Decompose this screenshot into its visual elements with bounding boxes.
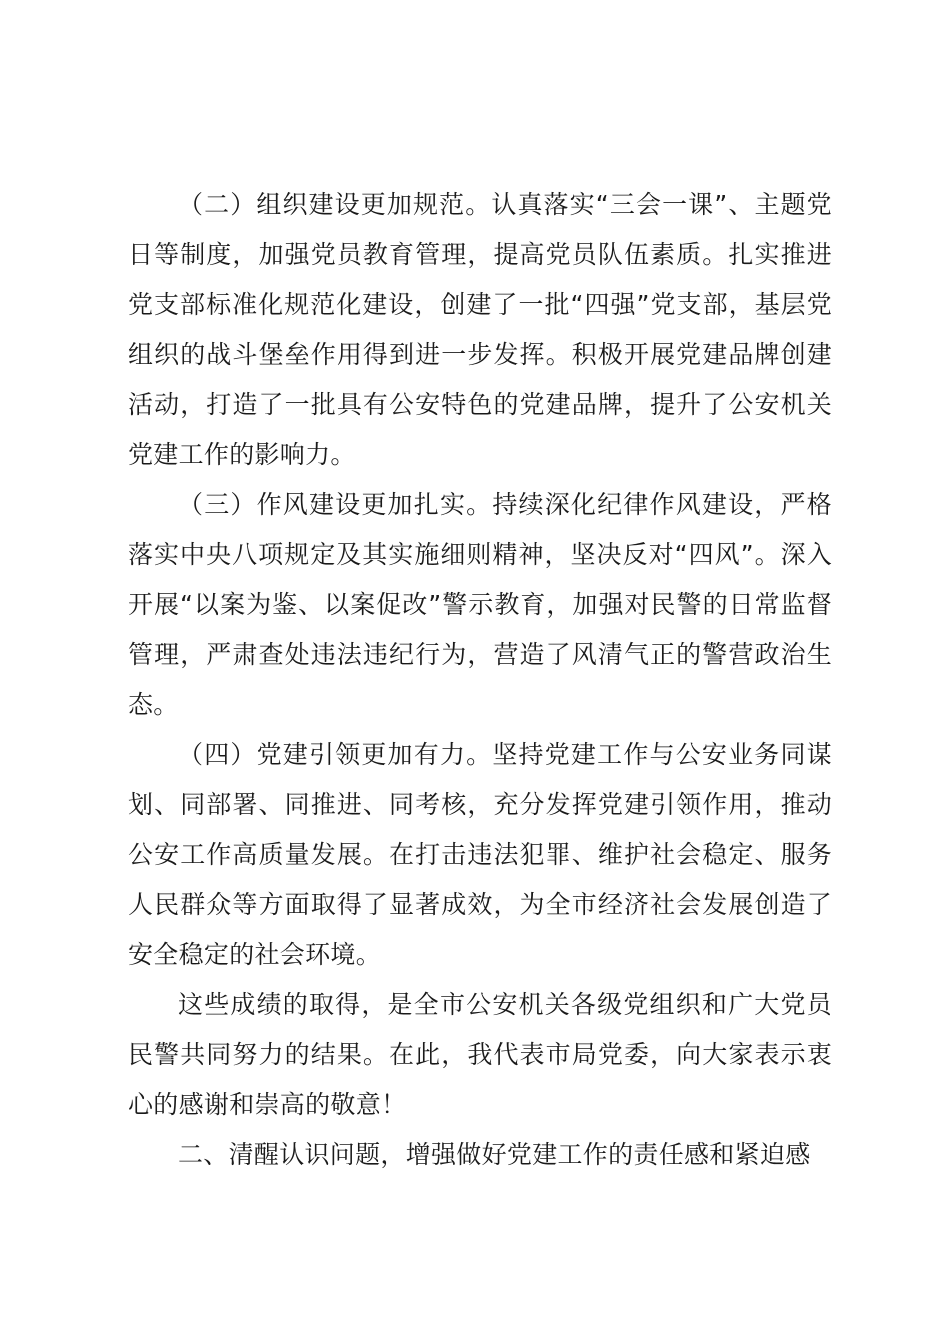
paragraph-work-style: （三）作风建设更加扎实。持续深化纪律作风建设，严格落实中央八项规定及其实施细则精神，坚决反对“四风”。深入开展“以案为鉴、以案促改”警示教育，加强对民警的日常监督管理，严肃查处违法违纪行为，营造了风清气正的警营政治生态。 <box>128 490 832 719</box>
paragraph-party-leadership: （四）党建引领更加有力。坚持党建工作与公安业务同谋划、同部署、同推进、同考核，充分发挥党建引领作用，推动公安工作高质量发展。在打击违法犯罪、维护社会稳定、服务人民群众等方面取得了显著成效，为全市经济社会发展创造了安全稳定的社会环境。 <box>128 740 832 969</box>
section-heading: 二、清醒认识问题，增强做好党建工作的责任感和紧迫感 <box>178 1140 811 1169</box>
document-body <box>128 180 832 1180</box>
paragraph-organization: （二）组织建设更加规范。认真落实“三会一课”、主题党日等制度，加强党员教育管理，提高党员队伍素质。扎实推进党支部标准化规范化建设，创建了一批“四强”党支部，基层党组织的战斗堡垒作用得到进一步发挥。积极开展党建品牌创建活动，打造了一批具有公安特色的党建品牌，提升了公安机关党建工作的影响力。 <box>128 190 832 469</box>
paragraph-acknowledgement: 这些成绩的取得，是全市公安机关各级党组织和广大党员民警共同努力的结果。在此，我代表市局党委，向大家表示衷心的感谢和崇高的敬意！ <box>128 990 832 1119</box>
